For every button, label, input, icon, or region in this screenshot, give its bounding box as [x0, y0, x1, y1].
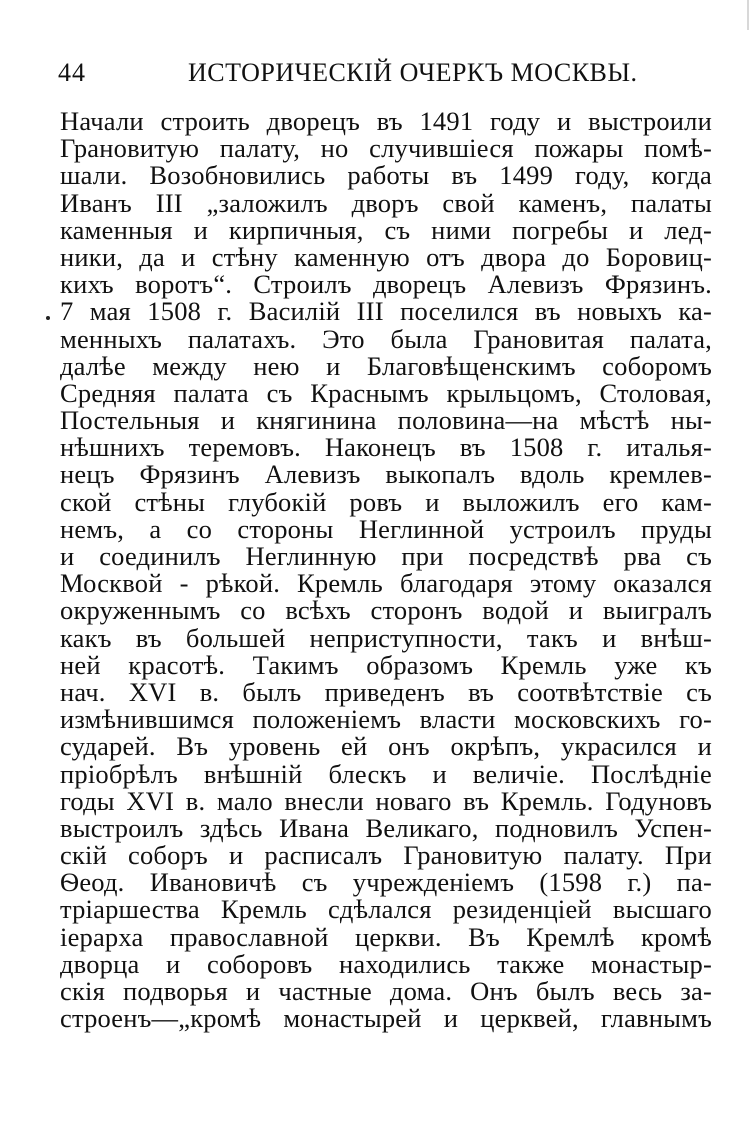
text-line: кихъ воротъ“. Строилъ дворецъ Алевизъ Фрязинъ. — [60, 269, 712, 300]
text-line: тріаршества Кремль сдѣлался резиденціей высшаго — [60, 894, 712, 925]
text-line: іерарха православной церкви. Въ Кремлѣ кромѣ — [60, 921, 712, 952]
text-line: Ѳеод. Ивановичѣ съ учрежденіемъ (1598 г.) па- — [60, 867, 712, 898]
text-line: скій соборъ и расписалъ Грановитую палату. При — [60, 840, 712, 871]
text-line: окруженнымъ со всѣхъ сторонъ водой и выигралъ — [60, 595, 712, 626]
text-line: ской стѣны глубокій ровъ и выложилъ его кам- — [60, 486, 712, 517]
text-line: шали. Возобновились работы въ 1499 году, когда — [60, 160, 712, 191]
page-edge-mark — [747, 0, 749, 30]
text-line: выстроилъ здѣсь Ивана Великаго, подновилъ Успен- — [60, 812, 712, 843]
text-line: Средняя палата съ Краснымъ крыльцомъ, Столовая, — [60, 377, 712, 408]
text-line: пріобрѣлъ внѣшній блескъ и величіе. Послѣдніе — [60, 758, 712, 789]
text-line: какъ въ большей неприступности, такъ и внѣш- — [60, 622, 712, 653]
text-line: Начали строить дворецъ въ 1491 году и выстроили — [60, 106, 712, 136]
text-line: Иванъ III „заложилъ дворъ свой каменъ, палаты — [60, 187, 712, 218]
page-number: 44 — [58, 58, 86, 87]
margin-dot-mark — [46, 316, 50, 320]
text-line: каменныя и кирпичныя, съ ними погребы и лед- — [60, 214, 712, 245]
text-line: скія подворья и частные дома. Онъ былъ весь за- — [60, 976, 712, 1006]
text-line: Москвой - рѣкой. Кремль благодаря этому оказался — [60, 568, 712, 599]
text-line: и соединилъ Неглинную при посредствѣ рва съ — [60, 541, 712, 571]
text-line: ники, да и стѣну каменную отъ двора до Боровиц- — [60, 241, 712, 272]
text-line: нач. XVI в. былъ приведенъ въ соотвѣтствіе съ — [60, 676, 712, 707]
text-line: измѣнившимся положеніемъ власти московскихъ го- — [60, 704, 712, 735]
text-line: Грановитую палату, но случившіеся пожары помѣ- — [60, 133, 712, 164]
running-head: ИСТОРИЧЕСКІЙ ОЧЕРКЪ МОСКВЫ. — [188, 58, 638, 87]
text-line: дворца и соборовъ находились также монастыр- — [60, 948, 712, 979]
text-line: менныхъ палатахъ. Это была Грановитая палата, — [60, 323, 712, 354]
text-line: нецъ Фрязинъ Алевизъ выкопалъ вдоль кремлев- — [60, 459, 712, 490]
text-line: годы XVI в. мало внесли новаго въ Кремль. Годуновъ — [60, 785, 712, 816]
text-line: 7 мая 1508 г. Василій III поселился въ новыхъ ка- — [60, 296, 712, 327]
text-line: строенъ—„кромѣ монастырей и церквей, главнымъ — [60, 1003, 712, 1034]
text-line: сударей. Въ уровень ей онъ окрѣпъ, украсился и — [60, 731, 712, 762]
text-line: далѣе между нею и Благовѣщенскимъ соборомъ — [60, 350, 712, 381]
text-line: немъ, а со стороны Неглинной устроилъ пруды — [60, 513, 712, 544]
page-header — [58, 58, 713, 88]
text-line: нѣшнихъ теремовъ. Наконецъ въ 1508 г. италья- — [60, 432, 712, 463]
text-line: ней красотѣ. Такимъ образомъ Кремль уже къ — [60, 649, 712, 680]
body-text — [60, 108, 712, 1032]
text-line: Постельныя и княгинина половина—на мѣстѣ ны- — [60, 405, 712, 436]
